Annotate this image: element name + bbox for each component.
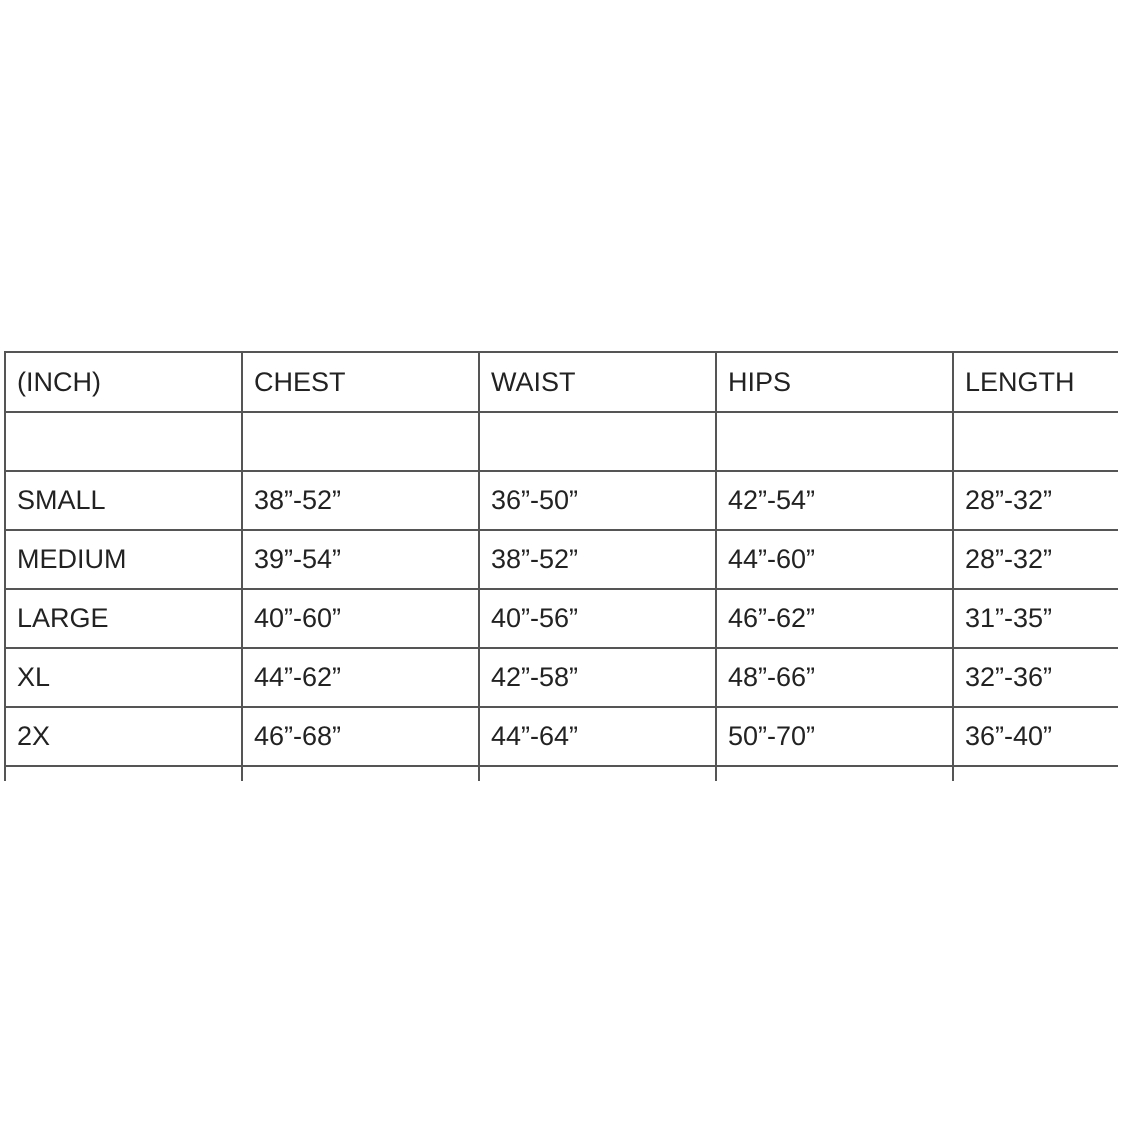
size-label: 2X — [5, 707, 242, 766]
table-cell — [242, 412, 479, 471]
chest-value: 39”-54” — [242, 530, 479, 589]
hips-value: 44”-60” — [716, 530, 953, 589]
chest-value: 44”-62” — [242, 648, 479, 707]
size-label: MEDIUM — [5, 530, 242, 589]
length-value: 32”-36” — [953, 648, 1118, 707]
header-waist: WAIST — [479, 352, 716, 412]
table-cell — [242, 766, 479, 781]
table-cell — [479, 412, 716, 471]
table-cell — [716, 412, 953, 471]
length-value: 36”-40” — [953, 707, 1118, 766]
header-length: LENGTH — [953, 352, 1118, 412]
table-row-cropped — [5, 766, 1118, 781]
size-label: XL — [5, 648, 242, 707]
header-hips: HIPS — [716, 352, 953, 412]
size-label: SMALL — [5, 471, 242, 530]
hips-value: 48”-66” — [716, 648, 953, 707]
hips-value: 50”-70” — [716, 707, 953, 766]
table-cell — [953, 412, 1118, 471]
size-chart-table — [4, 351, 1118, 781]
chest-value: 40”-60” — [242, 589, 479, 648]
waist-value: 40”-56” — [479, 589, 716, 648]
table-header-row — [5, 352, 1118, 412]
hips-value: 42”-54” — [716, 471, 953, 530]
table-blank-row — [5, 412, 1118, 471]
table-cell — [953, 766, 1118, 781]
length-value: 28”-32” — [953, 530, 1118, 589]
chest-value: 46”-68” — [242, 707, 479, 766]
table-cell — [5, 412, 242, 471]
waist-value: 36”-50” — [479, 471, 716, 530]
table-row — [5, 648, 1118, 707]
length-value: 28”-32” — [953, 471, 1118, 530]
table-cell — [5, 766, 242, 781]
length-value: 31”-35” — [953, 589, 1118, 648]
size-label: LARGE — [5, 589, 242, 648]
table-row — [5, 589, 1118, 648]
chest-value: 38”-52” — [242, 471, 479, 530]
waist-value: 44”-64” — [479, 707, 716, 766]
table-row — [5, 471, 1118, 530]
table-cell — [716, 766, 953, 781]
size-chart-grid — [4, 351, 1118, 781]
hips-value: 46”-62” — [716, 589, 953, 648]
table-cell — [479, 766, 716, 781]
table-row — [5, 707, 1118, 766]
waist-value: 42”-58” — [479, 648, 716, 707]
header-chest: CHEST — [242, 352, 479, 412]
waist-value: 38”-52” — [479, 530, 716, 589]
header-unit: (INCH) — [5, 352, 242, 412]
table-row — [5, 530, 1118, 589]
